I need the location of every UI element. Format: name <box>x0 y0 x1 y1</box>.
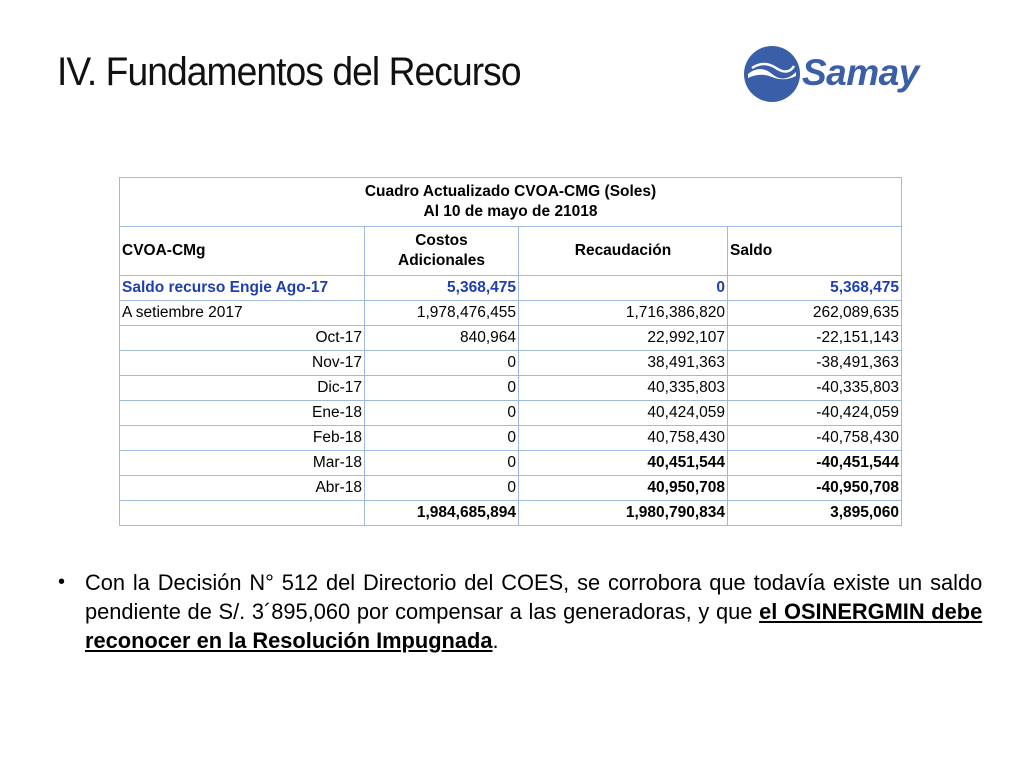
row-costos: 0 <box>365 426 519 451</box>
table-row <box>120 351 902 376</box>
table-row <box>120 326 902 351</box>
row-recaudacion: 38,491,363 <box>519 351 728 376</box>
row-label: Dic-17 <box>120 376 365 401</box>
row-label: A setiembre 2017 <box>120 301 365 326</box>
cvoa-cmg-table <box>119 177 902 526</box>
saldo-recurso-costos: 5,368,475 <box>365 276 519 301</box>
row-costos: 0 <box>365 376 519 401</box>
totals-recaudacion: 1,980,790,834 <box>519 501 728 526</box>
slide-title: IV. Fundamentos del Recurso <box>57 50 521 94</box>
saldo-recurso-recaudacion: 0 <box>519 276 728 301</box>
row-costos: 1,978,476,455 <box>365 301 519 326</box>
row-recaudacion: 40,950,708 <box>519 476 728 501</box>
table-title-line1: Cuadro Actualizado CVOA-CMG (Soles) <box>364 183 657 200</box>
row-saldo: -40,950,708 <box>728 476 902 501</box>
row-label: Feb-18 <box>120 426 365 451</box>
row-recaudacion: 40,424,059 <box>519 401 728 426</box>
samay-logo-icon <box>742 44 804 106</box>
table-row <box>120 401 902 426</box>
table-title-line2: Al 10 de mayo de 21018 <box>423 203 598 220</box>
header-recaudacion: Recaudación <box>519 227 728 276</box>
samay-logo-text: Samay <box>802 52 919 93</box>
row-costos: 0 <box>365 451 519 476</box>
row-saldo: -22,151,143 <box>728 326 902 351</box>
table-row <box>120 476 902 501</box>
table-row <box>120 426 902 451</box>
row-recaudacion: 40,451,544 <box>519 451 728 476</box>
header-cvoa-cmg: CVOA-CMg <box>120 227 365 276</box>
row-saldo: -40,335,803 <box>728 376 902 401</box>
row-costos: 0 <box>365 401 519 426</box>
bullet-text <box>85 568 982 655</box>
table-row <box>120 376 902 401</box>
bullet-text-before: Con la Decisión N° 512 del Directorio del COES, se corrobora que todavía existe un saldo pendiente de S/. 3´895,060 por compensar a las generadoras, y que <box>85 570 983 624</box>
bullet-icon: • <box>58 571 66 593</box>
table-title <box>120 178 902 227</box>
table-header-row <box>120 227 902 276</box>
row-label: Ene-18 <box>120 401 365 426</box>
bullet-point <box>58 568 984 655</box>
row-recaudacion: 22,992,107 <box>519 326 728 351</box>
row-label: Mar-18 <box>120 451 365 476</box>
row-recaudacion: 40,335,803 <box>519 376 728 401</box>
bullet-text-emphasis: el OSINERGMIN debe reconocer en la Resolución Impugnada <box>85 599 983 653</box>
table-row <box>120 451 902 476</box>
row-saldo: -40,758,430 <box>728 426 902 451</box>
row-recaudacion: 1,716,386,820 <box>519 301 728 326</box>
totals-costos: 1,984,685,894 <box>365 501 519 526</box>
row-label: Nov-17 <box>120 351 365 376</box>
totals-row <box>120 501 902 526</box>
row-saldo: -40,424,059 <box>728 401 902 426</box>
row-costos: 0 <box>365 351 519 376</box>
row-costos: 0 <box>365 476 519 501</box>
samay-logo <box>742 44 942 106</box>
row-label: Oct-17 <box>120 326 365 351</box>
saldo-recurso-label: Saldo recurso Engie Ago-17 <box>120 276 365 301</box>
header-costos-line2: Adicionales <box>398 252 485 269</box>
row-saldo: -38,491,363 <box>728 351 902 376</box>
row-recaudacion: 40,758,430 <box>519 426 728 451</box>
row-saldo: -40,451,544 <box>728 451 902 476</box>
row-saldo: 262,089,635 <box>728 301 902 326</box>
table-row <box>120 301 902 326</box>
header-costos-line1: Costos <box>415 232 468 249</box>
header-costos-adicionales <box>365 227 519 276</box>
header-saldo: Saldo <box>728 227 902 276</box>
bullet-text-after: . <box>492 628 499 653</box>
row-label: Abr-18 <box>120 476 365 501</box>
totals-saldo: 3,895,060 <box>728 501 902 526</box>
row-costos: 840,964 <box>365 326 519 351</box>
totals-label <box>120 501 365 526</box>
saldo-recurso-saldo: 5,368,475 <box>728 276 902 301</box>
saldo-recurso-row <box>120 276 902 301</box>
